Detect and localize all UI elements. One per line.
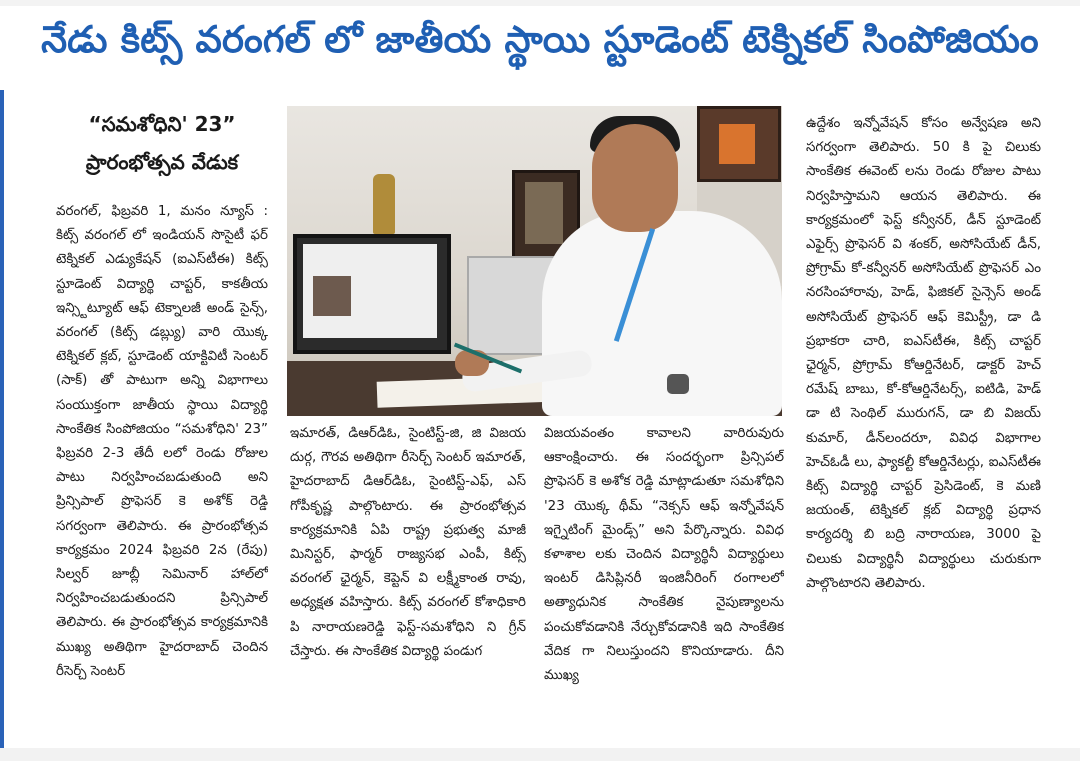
left-border — [0, 90, 4, 750]
article-column-1: వరంగల్, ఫిబ్రవరి 1, మనం న్యూస్ : కిట్స్ వరంగల్ లో ఇండియన్ సొసైటీ ఫర్ టెక్నికల్ ఎడ్యుకేషన్ (ఐఎస్‌టీఈ) కిట్స్ స్టూడెంట్ విద్యార్థి చాప్టర్, కాకతీయ ఇన్స్టిట్యూట్ ఆఫ్ టెక్నాలజీ అండ్ సైన్స్, వరంగల్ (కిట్స్ డబ్ల్యు) వారి యొక్క టెక్నికల్ క్లబ్, స్టూడెంట్ యాక్టివిటీ సెంటర్ (సాక్) తో పాటుగా అన్ని విభాగాలు సంయుక్తంగా జాతీయ స్థాయి విద్యార్థి సాంకేతిక సింపోజియం “సమశోధిని' 23” ఫిబ్రవరి 2-3 తేదీ లలో రెండు రోజుల పాటు నిర్వహించబడుతుంది అని ప్రిన్సిపాల్ ప్రొఫెసర్ కె అశోక్ రెడ్డి సగర్వంగా తెలిపారు. ఈ ప్రారంభోత్సవ కార్యక్రమం 2024 ఫిబ్రవరి 2న (రేపు) సిల్వర్ జూబ్లీ సెమినార్ హాల్‌లో నిర్వహించబడుతుందని ప్రిన్సిపాల్ తెలిపారు. ఈ ప్రారంభోత్సవ కార్యక్రమానికి ముఖ్య అతిథిగా హైదరాబాద్ చెందిన రీసెర్చ్ సెంటర్ — [56, 204, 268, 679]
top-rule — [0, 0, 1080, 6]
bottom-strip — [0, 748, 1080, 761]
person-shirt — [542, 211, 782, 416]
trophy-icon — [373, 174, 395, 234]
article-column-3: విజయవంతం కావాలని వారిరువురు ఆకాంక్షించారు. ఈ సందర్భంగా ప్రిన్సిపల్ ప్రొఫెసర్ కె అశోక రెడ్డి మాట్లాడుతూ సమశోధిని '23 యొక్క థీమ్ “నెక్సస్ ఆఫ్ ఇన్నోవేషన్ ఇగ్నైటింగ్ మైండ్స్” అని పేర్కొన్నారు. వివిధ కళాశాల లకు చెందిన విద్యార్థినీ విద్యార్థులు ఇంటర్ డిసిప్లినరీ ఇంజినీరింగ్ రంగాలలో అత్యాధునిక సాంకేతిక నైపుణ్యాలను పంచుకోవడానికి నేర్చుకోవడానికి ఇది సాంకేతిక వేదిక గా నిలుస్తుందని కొనియాడారు. దీని ముఖ్య — [544, 426, 784, 684]
monitor-screen-image — [313, 276, 351, 316]
person-head — [592, 124, 678, 232]
photo-of-principal-icon — [287, 106, 782, 416]
subhead-inauguration: ప్రారంభోత్సవ వేడుక — [85, 150, 239, 174]
article-column-2: ఇమారత్, డిఆర్‌డిఓ, సైంటిస్ట్-జి, జి విజయ దుర్గ, గౌరవ అతిథిగా రీసెర్చ్ సెంటర్ ఇమారత్, హైదరాబాద్ డిఆర్‌డిఓ, సైంటిస్ట్-ఎఫ్, ఎస్ గోపీకృష్ణ పాల్గొంటారు. ఈ ప్రారంభోత్సవ కార్యక్రమానికి ఏపి రాష్ట్ర ప్రభుత్వ మాజీ మినిస్టర్, ఫార్మర్ రాజ్యసభ ఎంపీ, కిట్స్ వరంగల్ ఛైర్మన్, కెప్టెన్ వి లక్ష్మీకాంత రావు, అధ్యక్షత వహిస్తారు. కిట్స్ వరంగల్ కోశాధికారి పి నారాయణరెడ్డి ఫెస్ట్-సమశోధిని ని గ్రీన్ చేస్తారు. ఈ సాంకేతిక విద్యార్థి పండుగ — [290, 426, 526, 659]
watch-icon — [667, 374, 689, 394]
subhead-event-name: “సమశోధిని' 23” — [88, 112, 236, 136]
wall-frame-mid-picture — [525, 182, 563, 244]
headline: నేడు కిట్స్ వరంగల్ లో జాతీయ స్థాయి స్టూడెంట్ టెక్నికల్ సింపోజియం — [41, 18, 1039, 61]
wall-frame-right-picture — [719, 124, 755, 164]
article-column-4: ఉద్దేశం ఇన్నోవేషన్ కోసం అన్వేషణ అని సగర్వంగా తెలిపారు. 50 కి పై చిలుకు సాంకేతిక ఈవెంట్ లను రెండు రోజుల పాటు నిర్వహిస్తామని ఆయన తెలిపారు. ఈ కార్యక్రమంలో ఫెస్ట్ కన్వీనర్, డీన్ స్టూడెంట్ ఎఫైర్స్ ప్రొఫెసర్ వి శంకర్, అసోసియేట్ డీన్, ప్రోగ్రామ్ కో-కన్వీనర్ అసోసియేట్ ప్రొఫెసర్ ఎం నరసింహారావు, హెడ్, ఫిజికల్ సైన్సెస్ అండ్ అసోసియేట్ ప్రొఫెసర్ ఆఫ్ కెమిస్ట్రీ, డా డి ప్రభాకరా చారి, ఐఎస్‌టీఈ, కిట్స్ చాప్టర్ ఛైర్మన్, ప్రోగ్రామ్ కోఆర్డినేటర్, డాక్టర్ హెచ్ రమేష్ బాబు, కో-కోఆర్డినేటర్స్, ఐటిడి, హెడ్ డా టి సెంథిల్ మురుగన్, డా బి విజయ్ కుమార్, డీన్‌లందరూ, వివిధ విభాగాల హెచ్‌ఓడీ లు, ఫ్యాకల్టీ కోఆర్డినేటర్లు, ఐఎస్‌టీఈ కిట్స్ విద్యార్థి చాప్టర్ ప్రెసిడెంట్, కె మణి జయంత్, టెక్నికల్ క్లబ్ విద్యార్థి ప్రధాన కార్యదర్శి బి బద్రి నారాయణ, 3000 పై చిలుకు విద్యార్థినీ విద్యార్థులు చురుకుగా పాల్గొంటారని తెలిపారు. — [806, 116, 1041, 591]
